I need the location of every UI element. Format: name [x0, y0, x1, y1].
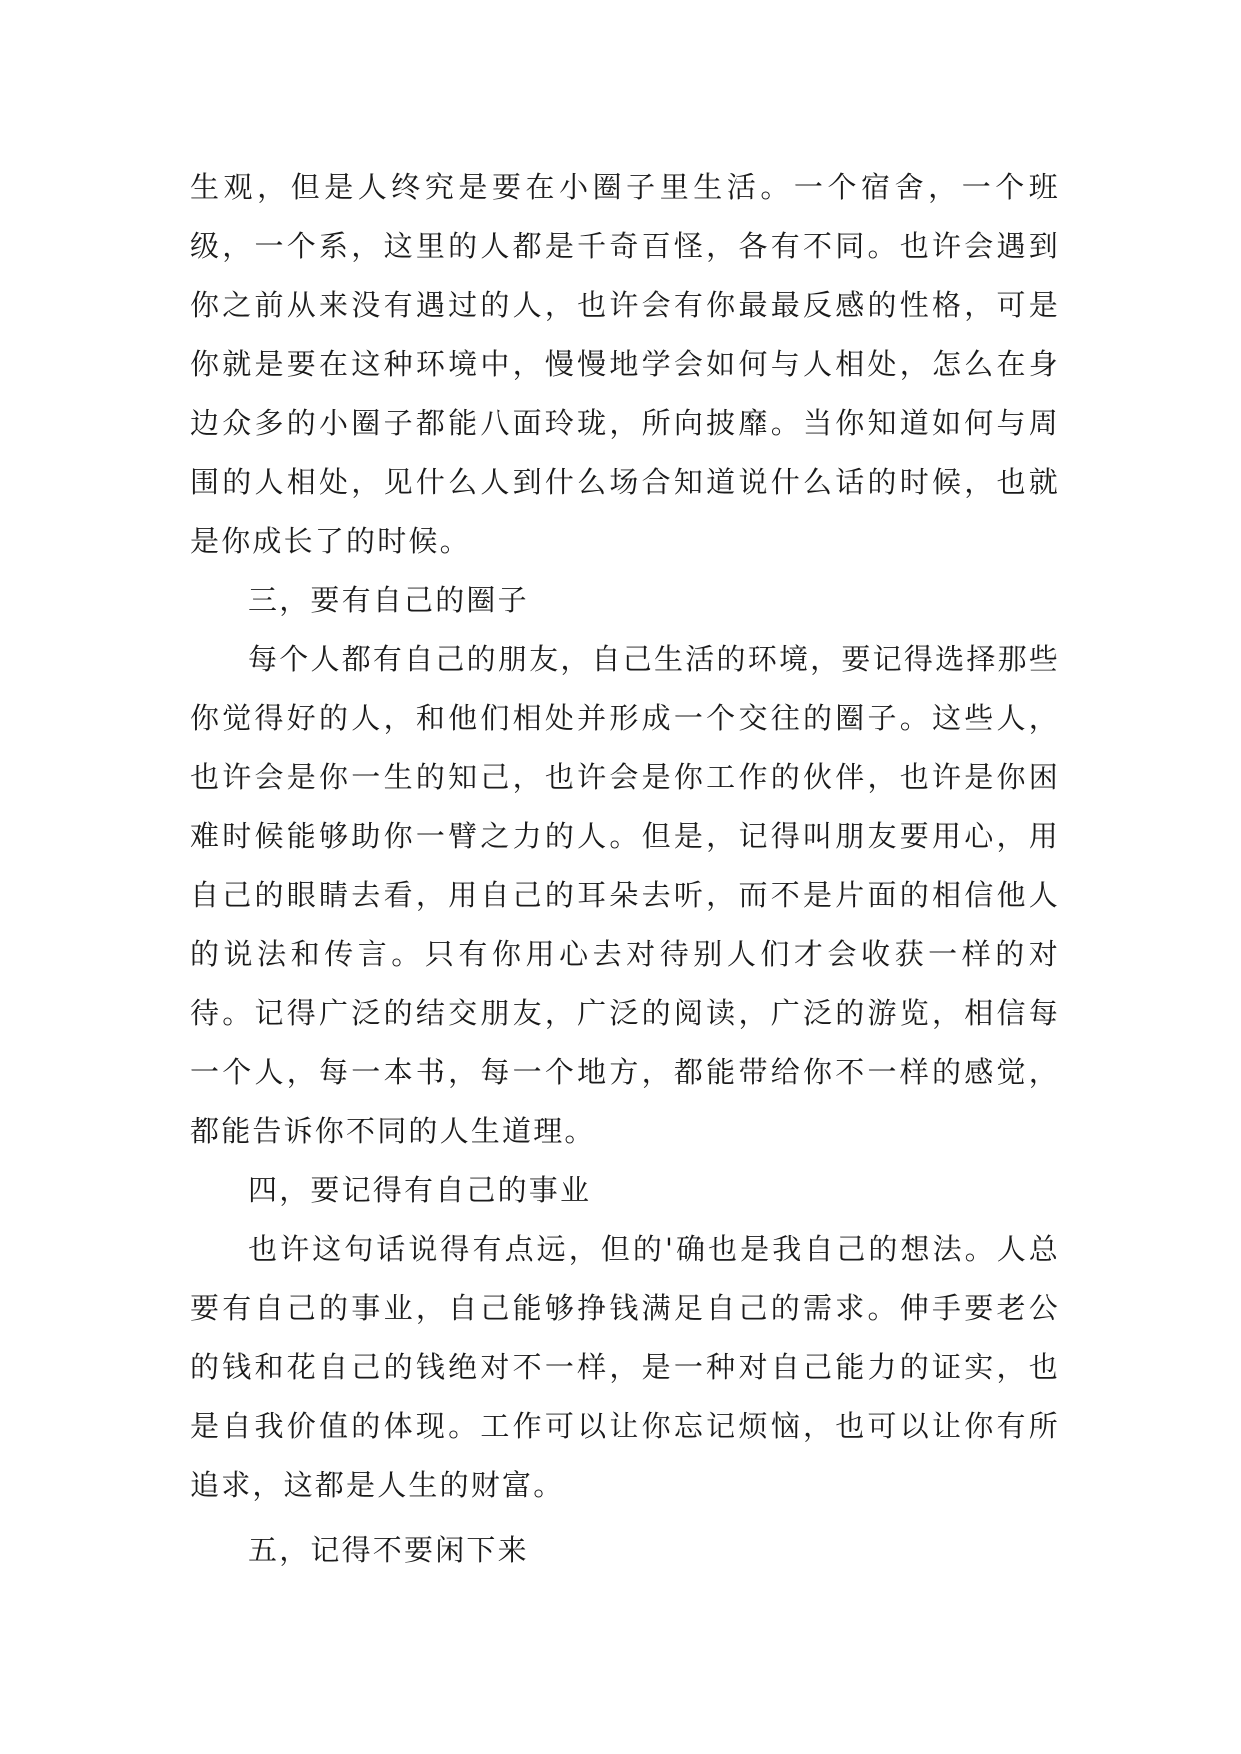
paragraph-career: 也许这句话说得有点远，但的'确也是我自己的想法。人总要有自己的事业，自己能够挣钱满足自己的需求。伸手要老公的钱和花自己的钱绝对不一样，是一种对自己能力的证实，也是自我价值的体现。工作可以让你忘记烦恼，也可以让你有所追求，这都是人生的财富。 [190, 1232, 1060, 1502]
document-body [190, 158, 1060, 1580]
section-heading-five: 五，记得不要闲下来 [248, 1533, 529, 1567]
section-heading-four: 四，要记得有自己的事业 [248, 1173, 592, 1207]
paragraph-circle-of-friends: 每个人都有自己的朋友，自己生活的环境，要记得选择那些你觉得好的人，和他们相处并形成一个交往的圈子。这些人，也许会是你一生的知己，也许会是你工作的伙伴，也许是你困难时候能够助你一臂之力的人。但是，记得叫朋友要用心，用自己的眼睛去看，用自己的耳朵去听，而不是片面的相信他人的说法和传言。只有你用心去对待别人们才会收获一样的对待。记得广泛的结交朋友，广泛的阅读，广泛的游览，相信每一个人，每一本书，每一个地方，都能带给你不一样的感觉，都能告诉你不同的人生道理。 [190, 642, 1060, 1148]
section-heading-three: 三，要有自己的圈子 [248, 583, 529, 617]
paragraph-continued: 生观，但是人终究是要在小圈子里生活。一个宿舍，一个班级，一个系，这里的人都是千奇百怪，各有不同。也许会遇到你之前从来没有遇过的人，也许会有你最最反感的性格，可是你就是要在这种环境中，慢慢地学会如何与人相处，怎么在身边众多的小圈子都能八面玲珑，所向披靡。当你知道如何与周围的人相处，见什么人到什么场合知道说什么话的时候，也就是你成长了的时候。 [190, 170, 1060, 558]
